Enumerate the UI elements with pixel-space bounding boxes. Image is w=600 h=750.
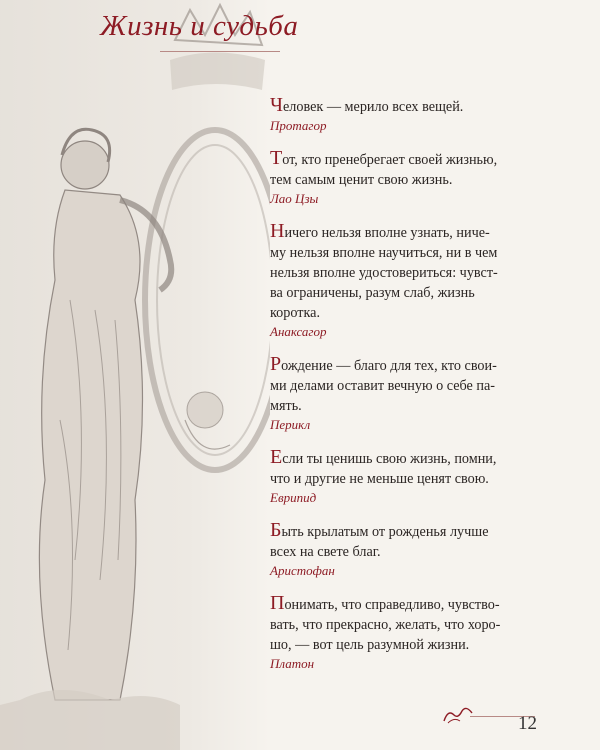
quote-author: Протагор: [270, 118, 327, 133]
quote-item: [270, 221, 575, 340]
quote-text: Человек — мерило всех вещей.: [270, 94, 464, 116]
flourish-ornament-icon: [442, 705, 474, 725]
quote-item: [270, 593, 575, 672]
quote-text: Быть крылатым от рожденья лучше всех на свете благ.: [270, 519, 489, 560]
quote-text: Понимать, что справедливо, чувство- вать, что прекрасно, желать, что хоро- шо, — вот цель разумной жизни.: [270, 592, 501, 653]
quote-author: Еврипид: [270, 490, 317, 505]
page-number: 12: [518, 713, 537, 734]
quote-item: [270, 95, 575, 134]
quote-author: Платон: [270, 656, 315, 671]
title-underline: [160, 51, 280, 52]
quote-item: [270, 148, 575, 207]
classical-statue-illustration: [0, 0, 270, 750]
section-title: Жизнь и судьба: [100, 10, 299, 42]
quote-text: Рождение — благо для тех, кто свои- ми делами оставит вечную о себе па- мять.: [270, 353, 497, 414]
quotes-list: [270, 95, 575, 686]
quote-text: Если ты ценишь свою жизнь, помни, что и другие не меньше ценят свою.: [270, 446, 497, 487]
quote-item: [270, 354, 575, 433]
quote-item: [270, 447, 575, 506]
quote-author: Аристофан: [270, 563, 335, 578]
quote-text: Тот, кто пренебрегает своей жизнью, тем самым ценит свою жизнь.: [270, 147, 498, 188]
quote-author: Перикл: [270, 417, 311, 432]
quote-author: Анаксагор: [270, 324, 327, 339]
quote-author: Лао Цзы: [270, 191, 319, 206]
quote-item: [270, 520, 575, 579]
quote-text: Ничего нельзя вполне узнать, ниче- му нельзя вполне научиться, ни в чем нельзя вполне удостовериться: чувст- ва ограничены, разум слаб, жизнь коротка.: [270, 220, 498, 321]
